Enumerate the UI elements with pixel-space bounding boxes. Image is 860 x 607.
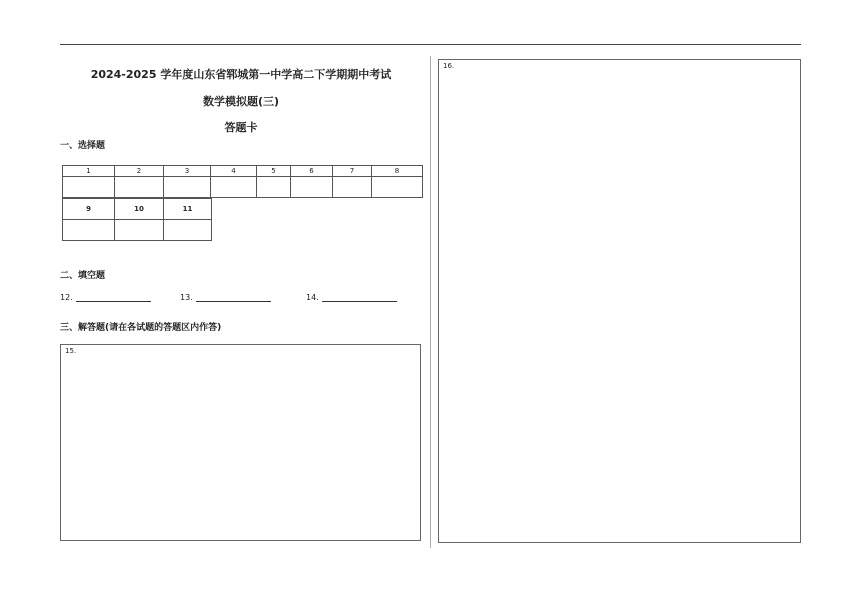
column-divider [430,56,431,548]
blank-line[interactable] [196,293,271,302]
blank-label: 12. [60,293,73,302]
fill-blank-14[interactable] [306,293,397,302]
answer-cell[interactable] [291,177,333,198]
exam-title: 2024-2025 学年度山东省郓城第一中学高二下学期期中考试 [90,68,392,81]
question-number: 4 [211,166,257,177]
answer-cell[interactable] [372,177,423,198]
question-number: 11 [164,199,212,220]
blank-line[interactable] [322,293,397,302]
question-number: 5 [257,166,291,177]
answer-cell[interactable] [257,177,291,198]
answer-cell[interactable] [63,177,115,198]
answer-cell[interactable] [211,177,257,198]
answer-cell[interactable] [115,220,164,241]
blank-label: 13. [180,293,193,302]
answer-box-15[interactable] [60,344,421,541]
choice-answer-grid-row1 [62,165,423,198]
exam-subtitle: 数学模拟题(三) [202,95,280,108]
question-number: 10 [115,199,164,220]
answer-sheet-label: 答题卡 [224,121,258,134]
fill-blank-13[interactable] [180,293,271,302]
question-number: 7 [333,166,372,177]
section-choice-heading: 一、选择题 [60,141,106,151]
question-number: 8 [372,166,423,177]
answer-cell[interactable] [115,177,164,198]
answer-box-label: 16. [443,62,455,70]
answer-cell[interactable] [63,220,115,241]
question-number: 1 [63,166,115,177]
fill-blank-12[interactable] [60,293,151,302]
answer-cell[interactable] [333,177,372,198]
question-number: 9 [63,199,115,220]
answer-box-16[interactable] [438,59,801,543]
blank-line[interactable] [76,293,151,302]
answer-cell[interactable] [164,220,212,241]
choice-answer-grid-row2 [62,198,212,241]
section-solve-heading: 三、解答题(请在各试题的答题区内作答) [60,323,222,333]
question-number: 3 [164,166,211,177]
blank-label: 14. [306,293,319,302]
top-rule [60,44,801,45]
question-number: 6 [291,166,333,177]
question-number: 2 [115,166,164,177]
section-fill-heading: 二、填空题 [60,271,106,281]
answer-box-label: 15. [65,347,77,355]
answer-cell[interactable] [164,177,211,198]
